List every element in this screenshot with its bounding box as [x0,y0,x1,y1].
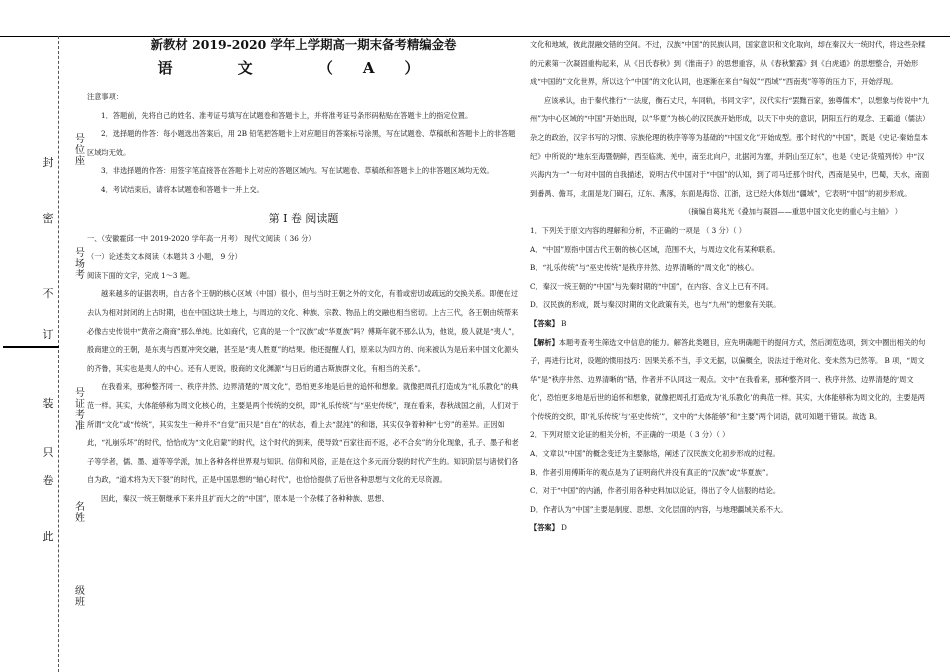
seal-char-ci: 此 [42,530,54,543]
binding-line [58,36,59,672]
q1-analysis [530,334,930,427]
q2-option-d: D．作者认为“中国”主要是制度、思想、文化层面的内容，与地理疆域关系不大。 [530,504,788,514]
passage-paragraph: 在我看来，那种整齐同一、秩序井然、边界清楚的“周文化”，恐怕更多地是后世的追怀和想象。就像把周孔打造成为“礼乐教化”的典范一样。其实，大体能够称为周文化核心的，主要是两个传统的交织，即“礼乐传统”与“巫史传统”，现在看来，春秋战国之前，人们对于所谓“文化”或“传统”，其实发生一种并不“自觉”而只是“自在”的状态，看上去“混沌”的和谐，其实仅争着种种“七穷”的差异。正因如此，“礼崩乐坏”的时代，恰恰成为“文化启蒙”的时代，这个时代的到来，使导致“百家往而不返，必不合矣”的分化现象，孔子、墨子和老子等学者，儒、墨、道等等学派，加上各种各样世界观与知识、信仰和风俗，正是在这个多元而分裂的时代产生的。知识阶层与诸侯们各自为政，“道术将为天下裂”的时代，正是中国思想的“轴心时代”，也恰恰提供了后世各种思想与文化的无尽资源。 [87,382,519,485]
exam-title: 新教材 2019-2020 学年上学期高一期末备考精编金卷 [150,37,457,52]
passage-source: （摘编自葛兆光《叠加与凝固——重思中国文化史的重心与主轴》 ） [684,207,902,217]
right-column [530,36,930,538]
seat-number-label: 号位座 [75,134,85,167]
instruction: 阅读下面的文字，完成 1～3 题。 [87,270,195,280]
section-title: 第 I 卷 阅读题 [268,211,339,225]
q2-option-a: A．文章以“中国”的概念变迁为主要脉络，阐述了汉民族文化初步形成的过程。 [530,449,780,459]
part-heading: 一、（安徽霍邱一中 2019-2020 学年高一月考） 现代文阅读（ 36 分） [87,233,316,243]
passage-paragraph: 应该承认，由于秦代推行“一法度，衡石丈尺，车同轨，书同文字”，汉代实行“罢黜百家，独尊儒术”，以想象与传说中“九州”为中心区域的“中国”开始出现，以“华夏”为核心的汉民族开始形成，以天下中央的意识，阴阳五行的观念、王霸道（儒法）杂之的政治，汉字书写的习惯、宗族伦理的秩序等等为基础的“中国文化”开始成型。那个时代的“中国”，既是《史记·秦始皇本纪》中所说的“地东至海暨朝鲜，西至临洮、羌中，南至北向户，北据河为塞，并阴山至辽东”，也是《史记·货殖列传》中“汉兴海内为一”一句对中国的自我描述，说明古代中国对于“中国”的认知，到了司马迁那个时代，西南是吴中，巴蜀，天水，南面到番禺、儋耳，北面是龙门碣石，辽东、燕涿，东面是海岱、江浙，这已经大体划出“疆域”，它表明“中国”的初步形成。 [530,95,930,198]
q2-option-c: C．对于“中国”的内涵，作者引用各种史料加以论证，得出了令人信服的结论。 [530,486,781,496]
admission-number-label: 号证考准 [75,388,85,432]
q2-answer [530,519,930,538]
q1-option-d: D．汉民族的形成，既与秦汉时期的文化政策有关，也与“九州”的想象有关联。 [530,300,781,310]
answer-label: 【答案】 [530,318,559,328]
notice-item: 1．答题前，先将自己的姓名、准考证号填写在试题卷和答题卡上，并将准考证号条形码粘贴在答题卡上的指定位置。 [101,110,473,120]
passage-paragraph: 文化和地域，彼此混融交错的空间。不过，汉族“中国”的民族认同，国家意识和文化取向，却在秦汉大一统时代，将这些杂糅的元素第一次凝固重构起来，从《吕氏春秋》到《淮南子》的思想重容，从《春秋繁露》到《白虎通》的思想整合，开始形成“中国的”文化世界，所以这个“中国”的文化认同，也逐渐在来自“匈奴”“西域”“西南夷”等等的压力下，开始浮现。 [530,40,926,87]
seal-char-zhuang: 装 [42,397,54,410]
analysis-label: 【解析】 [530,337,559,347]
answer-label: 【答案】 [530,523,559,533]
seal-char-bu: 不 [42,287,54,300]
subject-title: 语 文 （A） [157,59,450,77]
seal-char-zhi: 只 [42,446,54,459]
seal-char-juan: 卷 [42,474,54,487]
passage-paragraph: 因此，秦汉一统王朝继承下来并且扩而大之的“中国”，原本是一个杂糅了各种种族、思想、 [101,493,389,503]
seal-char-mi: 密 [42,212,54,225]
notice-item: 4．考试结束后，请将本试题卷和答题卡一并上交。 [101,184,264,194]
q1-option-b: B．“礼乐传统”与“巫史传统”是秩序井然、边界清晰的“周文化”的核心。 [530,263,759,273]
answer-value: D [561,523,567,533]
left-column [87,36,520,508]
q1-option-c: C．秦汉一统王朝的“中国”与先秦时期的“中国”，在内容、含义上已有不同。 [530,281,774,291]
notice-heading: 注意事项： [87,92,123,101]
notice-item: 3．非选择题的作答：用签字笔直接答在答题卡上对应的答题区域内。写在试题卷、草稿纸和答题卡上的非答题区域均无效。 [101,166,494,176]
passage-paragraph: 越来越多的证据表明，自古各个王朝的核心区域（中国）很小，但与当时王朝之外的文化，有着或密切或疏远的交换关系。即便在过去认为相对封闭的上古时期，也在中国这块土地上，与周边的文化、种族、宗教、物品上的交融也相当密切。上古三代，各王朝由统帮来必像古史传说中“黄帝之裔商”那么单纯。比如商代，它真的是一个“汉族”或“华夏族”吗？傅斯年就不那么认为，他说，殷人就是“夷人”，殷商建立的王朝，是东夷与西夏冲突交融，甚至是“夷人胜夏”的结果。他还提醒人们，原来以为四方的、向来被认为是后来中国文化源头的齐鲁，其实也是夷人的中心。还有人更说，殷商的文化渊源“与日后的通古斯族群文化，有相当的关系”。 [87,289,519,373]
q1-option-a: A．“中国”原指中国古代王朝的核心区域，范围不大，与周边文化有某种联系。 [530,244,780,254]
sub-heading: （一）论述类文本阅读（本题共 3 小题， 9 分） [87,252,242,262]
seal-char-feng: 封 [42,156,54,169]
q2-option-b: B．作者引用傅斯年的观点是为了证明商代并没有真正的“汉族”或“华夏族”。 [530,467,773,477]
exam-room-label: 号场考 [75,248,85,281]
seal-char-ding: 订 [42,328,54,341]
notice-item: 2．选择题的作答：每小题选出答案后，用 2B 铅笔把答题卡上对应题目的答案标号涂黑，写在试题卷、草稿纸和答题卡上的非答题区域均无效。 [87,129,516,157]
name-label: 名姓 [75,502,85,524]
analysis-text: 本题考查考生筛选文中信息的能力。解答此类题目，应先明确题干的提问方式，然后浏览选项，到文中圈出相关的句子，再进行比对，设题的惯用技巧：因果关系不当，手文无据，以偏概全，说法过于绝对化、变未然为已然等。 B 项，“周文华”是“秩序井然、边界清晰的”错，作者并不认同这一观点。文中“在我看来，那种整齐同一、秩序井然、边界清楚的‘周文化’，恐怕更多地是后世的追怀和想象，就像把周孔打造成为‘礼乐教化’的典范一样。其实，大体能够称为周文化的，主要是两个传统的交织，即‘礼乐传统’与‘巫史传统’”，文中的“大体能够”和“主要”两个词语，就可知题干错误。故选 B。 [530,337,926,421]
q1-answer [530,315,930,334]
question-1-stem: 1．下列关于原文内容的理解和分析，不正确的一项是 （ 3 分）（ ） [530,225,746,235]
question-2-stem: 2．下列对原文论证的相关分析，不正确的一项是（ 3 分）（ ） [530,430,730,440]
seal-divider [3,346,59,348]
class-label: 级班 [75,586,85,608]
answer-value: B [561,318,567,328]
